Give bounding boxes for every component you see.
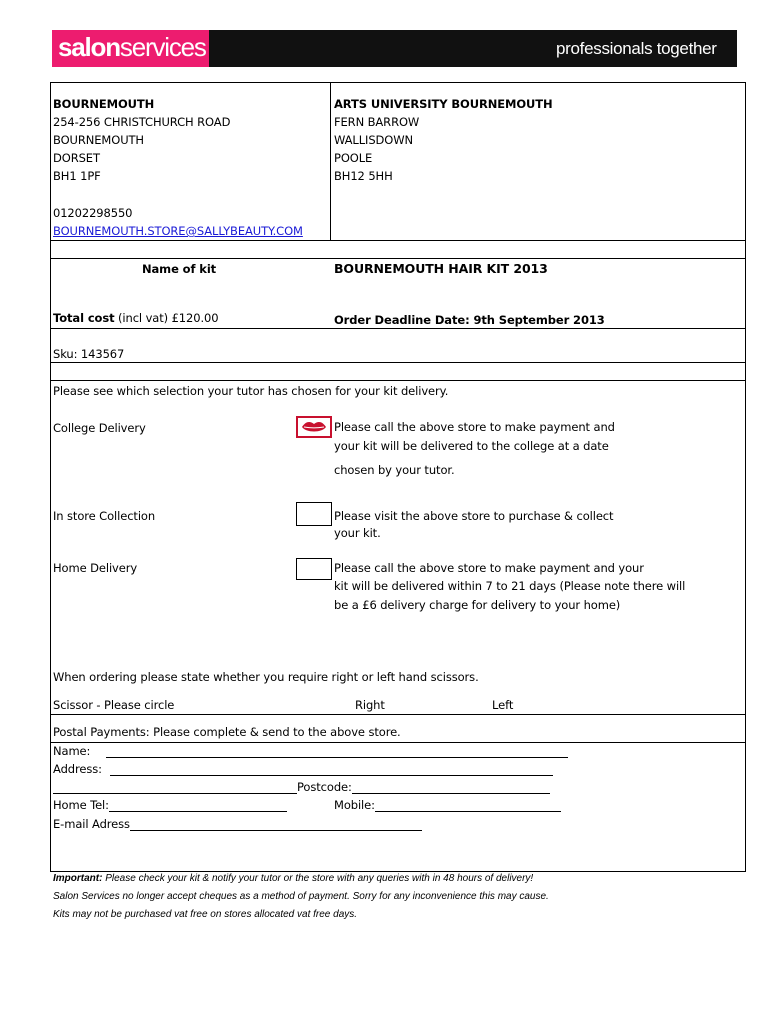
delivery-option-label: Home Delivery — [53, 561, 138, 575]
delivery-option-desc: Please call the above store to make payment and — [334, 420, 615, 434]
form-border-right-lower — [745, 558, 746, 872]
mobile-label: Mobile: — [334, 798, 375, 812]
scissors-right-option[interactable]: Right — [355, 698, 385, 712]
college-address-line: FERN BARROW — [334, 115, 420, 129]
delivery-option-desc: Please call the above store to make payment and your — [334, 561, 644, 575]
name-field — [53, 744, 568, 758]
important-note: Important: Please check your kit & notify your tutor or the store with any queries with in 48 hours of delivery! — [53, 873, 534, 884]
store-address-line: DORSET — [53, 151, 100, 165]
form-border-left — [50, 82, 51, 872]
tagline: professionals together — [556, 39, 717, 58]
postcode-input[interactable] — [352, 781, 550, 794]
kit-name-label: Name of kit — [142, 262, 217, 276]
mobile-input[interactable] — [375, 799, 561, 812]
kit-sku: Sku: 143567 — [53, 347, 125, 361]
college-name: ARTS UNIVERSITY BOURNEMOUTH — [334, 97, 553, 111]
email-input[interactable] — [130, 818, 422, 831]
logo-text: salonservices — [58, 32, 206, 62]
row-divider — [50, 362, 746, 363]
name-label: Name: — [53, 744, 91, 758]
college-address-line: WALLISDOWN — [334, 133, 413, 147]
store-name: BOURNEMOUTH — [53, 97, 155, 111]
row-divider — [50, 380, 746, 381]
store-email-link[interactable]: BOURNEMOUTH.STORE@SALLYBEAUTY.COM — [53, 224, 303, 238]
row-divider — [50, 240, 746, 241]
name-input[interactable] — [106, 745, 568, 758]
form-border-top — [50, 82, 746, 83]
delivery-option-desc: chosen by your tutor. — [334, 463, 455, 477]
home-delivery-checkbox[interactable] — [296, 558, 332, 580]
address-line-2-input[interactable] — [53, 781, 297, 794]
scissors-label: Scissor - Please circle — [53, 698, 175, 712]
row-divider — [50, 714, 746, 715]
college-address-line: POOLE — [334, 151, 373, 165]
store-address-line: BOURNEMOUTH — [53, 133, 144, 147]
home-tel-input[interactable] — [109, 799, 287, 812]
college-delivery-checkbox[interactable] — [296, 416, 332, 438]
scissors-left-option[interactable]: Left — [492, 698, 514, 712]
delivery-option-desc: Please visit the above store to purchase & collect — [334, 509, 614, 523]
address-label: Address: — [53, 762, 102, 776]
delivery-option-label: In store Collection — [53, 509, 156, 523]
address-divider — [330, 82, 331, 240]
order-deadline: Order Deadline Date: 9th September 2013 — [334, 313, 605, 327]
delivery-option-desc: your kit. — [334, 526, 381, 540]
total-cost: Total cost (incl vat) £120.00 — [53, 311, 219, 325]
form-border-bottom — [50, 871, 746, 872]
mobile-field — [334, 798, 561, 812]
row-divider — [50, 742, 746, 743]
home-tel-label: Home Tel: — [53, 798, 109, 812]
vat-note: Kits may not be purchased vat free on stores allocated vat free days. — [53, 909, 358, 920]
store-phone: 01202298550 — [53, 206, 133, 220]
store-postcode: BH1 1PF — [53, 169, 101, 183]
delivery-option-label: College Delivery — [53, 421, 146, 435]
lips-icon — [298, 418, 330, 436]
cheque-note: Salon Services no longer accept cheques as a method of payment. Sorry for any inconvenience this may cause. — [53, 891, 549, 902]
delivery-intro: Please see which selection your tutor has chosen for your kit delivery. — [53, 384, 449, 398]
email-label: E-mail Adress — [53, 817, 130, 831]
scissors-intro: When ordering please state whether you require right or left hand scissors. — [53, 670, 479, 684]
delivery-option-desc: be a £6 delivery charge for delivery to your home) — [334, 598, 621, 612]
college-postcode: BH12 5HH — [334, 169, 393, 183]
address-input[interactable] — [110, 763, 553, 776]
address-line-2-field — [53, 780, 550, 794]
row-divider — [50, 258, 746, 259]
form-border-right-upper — [745, 82, 746, 558]
home-tel-field — [53, 798, 287, 812]
row-divider — [50, 328, 746, 329]
email-field — [53, 817, 422, 831]
delivery-option-desc: your kit will be delivered to the college at a date — [334, 439, 609, 453]
delivery-option-desc: kit will be delivered within 7 to 21 days (Please note there will — [334, 579, 686, 593]
in-store-collection-checkbox[interactable] — [296, 502, 332, 526]
kit-name-value: BOURNEMOUTH HAIR KIT 2013 — [334, 261, 548, 276]
postal-title: Postal Payments: Please complete & send to the above store. — [53, 725, 401, 739]
postcode-label: Postcode: — [297, 780, 352, 794]
address-field — [53, 762, 553, 776]
store-address-line: 254-256 CHRISTCHURCH ROAD — [53, 115, 231, 129]
